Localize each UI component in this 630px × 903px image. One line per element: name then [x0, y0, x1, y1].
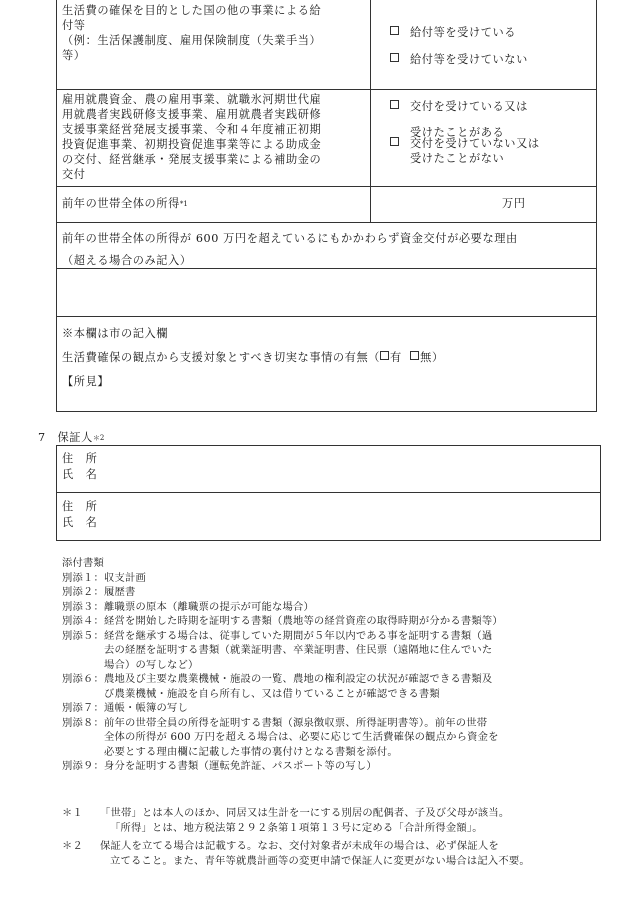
question-line: 雇用就農資金、農の雇用事業、就職氷河期世代雇: [62, 93, 322, 106]
attachments-title: 添付書類: [62, 557, 104, 569]
other-benefits-question: [62, 3, 321, 63]
footnotes: [62, 806, 607, 868]
address-label: 住 所: [62, 452, 98, 465]
footnote-text: 「所得」とは、地方税法第２９２条第１項第１３号に定める「合計所得金額」。: [110, 821, 483, 834]
household-income-label: [62, 196, 188, 212]
footnote-text-block: [100, 806, 509, 835]
option-label: 交付を受けている又は: [410, 100, 528, 113]
option-yes-label: 有: [390, 351, 402, 364]
footnote-mark: ＊2: [92, 434, 105, 442]
row-divider: [56, 316, 597, 317]
attachment-text: 離職票の原本（離職票の提示が可能な場合）: [104, 600, 314, 613]
row-divider: [56, 222, 597, 223]
city-support-line: [62, 346, 444, 370]
attachment-label: 別添５：: [62, 629, 104, 642]
checkbox-no[interactable]: [410, 351, 419, 360]
attachment-item: [62, 571, 607, 586]
footnote-mark: ＊１: [62, 807, 83, 819]
subsidy-not-received-option[interactable]: [390, 136, 540, 166]
question-line: 支援事業経営発展支援事業、令和４年度補正初期: [62, 123, 322, 136]
question-line: 生活費の確保を目的とした国の他の事業による給: [62, 4, 322, 17]
attachment-label: 別添８：: [62, 716, 104, 729]
question-line: 付等: [62, 19, 86, 32]
attachment-text: び農業機械・施設を自ら所有し、又は借りていることが確認できる書類: [104, 687, 440, 700]
question-line: 交付: [62, 168, 86, 181]
footnote-text: 保証人を立てる場合は記載する。なお、交付対象者が未成年の場合は、必ず保証人を: [100, 840, 499, 852]
attachment-item: [62, 629, 607, 673]
checkbox[interactable]: [390, 100, 399, 109]
question-line: の交付、経営継承・発展支援事業による補助金の: [62, 153, 322, 166]
footnote-text-block: [100, 839, 530, 868]
table-divider: [370, 0, 371, 222]
benefits-receiving-option[interactable]: [390, 25, 516, 40]
option-label-continued: 受けたことがない: [410, 152, 505, 165]
row-divider: [56, 89, 597, 90]
name-label: 氏 名: [62, 516, 98, 529]
attachment-label: 別添７：: [62, 702, 104, 714]
address-label: 住 所: [62, 500, 98, 513]
section-title: 7 保証人: [38, 431, 93, 444]
footnote-text: 「世帯」とは本人のほか、同居又は生計を一にする別居の配偶者、子及び父母が該当。: [100, 807, 510, 819]
option-label: 交付を受けていない又は: [410, 137, 540, 150]
attachment-label: 別添１：: [62, 571, 104, 584]
attachment-text-block: [104, 672, 492, 701]
reason-label: [62, 228, 518, 272]
attachment-text: 場合）の写しなど）: [104, 658, 199, 671]
footnote: [62, 839, 607, 868]
reason-line: 前年の世帯全体の所得が 600 万円を超えているにもかかわらず資金交付が必要な理由: [62, 232, 518, 245]
attachment-text: 通帳・帳簿の写し: [104, 702, 188, 714]
question-line: 投資促進事業、初期投資促進事業等による助成金: [62, 138, 322, 151]
option-label: 給付等を受けていない: [410, 53, 528, 66]
attachment-text: 経営を開始した時期を証明する書類（農地等の経営資産の取得時期が分かる書類等）: [104, 615, 503, 627]
name-label: 氏 名: [62, 468, 98, 481]
attachment-label: 別添４：: [62, 615, 104, 627]
attachment-item: [62, 672, 607, 701]
benefits-not-receiving-option[interactable]: [390, 52, 528, 67]
guarantor-2[interactable]: [62, 499, 97, 531]
income-unit: 万円: [502, 197, 526, 210]
attachment-text: 身分を証明する書類（運転免許証、パスポート等の写し）: [104, 760, 377, 772]
footnote: [62, 806, 607, 835]
question-line: 用就農者実践研修支援事業、雇用就農者実践研修: [62, 108, 322, 121]
reason-line: （超える場合のみ記入）: [62, 254, 192, 267]
attachment-label: 別添２：: [62, 586, 104, 598]
attachments-list: [62, 556, 607, 774]
option-label-continued: 受けたことがある: [410, 126, 505, 139]
attachment-text: 収支計画: [104, 571, 146, 584]
attachment-text: 農地及び主要な農業機械・施設の一覧、農地の権利設定の状況が確認できる書類及: [104, 673, 493, 685]
attachment-label: 別添９：: [62, 760, 104, 772]
guarantor-1[interactable]: [62, 451, 97, 483]
attachment-item: [62, 585, 607, 600]
checkbox-yes[interactable]: [380, 351, 389, 360]
attachment-text: 全体の所得が 600 万円を超える場合は、必要に応じて生活費確保の観点から資金を: [104, 731, 499, 743]
label-text: 前年の世帯全体の所得: [62, 197, 180, 210]
attachment-text: 経営を継承する場合は、従事していた期間が５年以内である事を証明する書類（過: [104, 629, 493, 642]
attachment-item: [62, 716, 607, 760]
row-divider: [56, 492, 601, 493]
attachment-text-block: [104, 716, 499, 760]
attachment-text: 必要とする理由欄に記載した事情の裏付けとなる書類を添付。: [104, 745, 398, 758]
footnote-text: 立てること。また、青年等就農計画等の変更申請で保証人に変更がない場合は記入不要。: [110, 854, 530, 867]
attachment-label: 別添６：: [62, 673, 104, 685]
guarantor-heading: [38, 430, 104, 446]
checkbox[interactable]: [390, 137, 399, 146]
attachment-item: [62, 600, 607, 615]
attachment-text: 去の経歴を証明する書類（就業証明書、卒業証明書、住民票（遠隔地に住んでいた: [104, 644, 493, 656]
option-label: 給付等を受けている: [410, 26, 517, 39]
reason-input-area[interactable]: [57, 269, 596, 315]
checkbox[interactable]: [390, 26, 399, 35]
guarantor-table: [56, 445, 601, 541]
row-divider: [56, 186, 597, 187]
city-use-section: [62, 322, 444, 394]
attachment-item: [62, 759, 607, 774]
attachment-text-block: [104, 629, 492, 673]
attachment-item: [62, 701, 607, 716]
attachment-text: 履歴書: [104, 586, 136, 598]
findings-label: 【所見】: [62, 375, 110, 388]
city-heading: ※本欄は市の記入欄: [62, 327, 169, 340]
footnote-mark: *1: [179, 200, 188, 208]
attachment-text: 前年の世帯全員の所得を証明する書類（源泉徴収票、所得証明書等）。前年の世帯: [104, 716, 488, 729]
option-no-label: 無: [420, 351, 432, 364]
city-support-text: 生活費確保の観点から支援対象とすべき切実な事情の有無（: [62, 351, 381, 364]
subsidy-question: [62, 92, 321, 182]
attachment-item: [62, 614, 607, 629]
footnote-mark: ＊２: [62, 840, 83, 852]
question-line: 等）: [62, 49, 86, 62]
attachment-label: 別添３：: [62, 600, 104, 613]
checkbox[interactable]: [390, 53, 399, 62]
bracket-close: ）: [431, 351, 444, 364]
question-line: （例：生活保護制度、雇用保険制度（失業手当）: [62, 34, 322, 47]
